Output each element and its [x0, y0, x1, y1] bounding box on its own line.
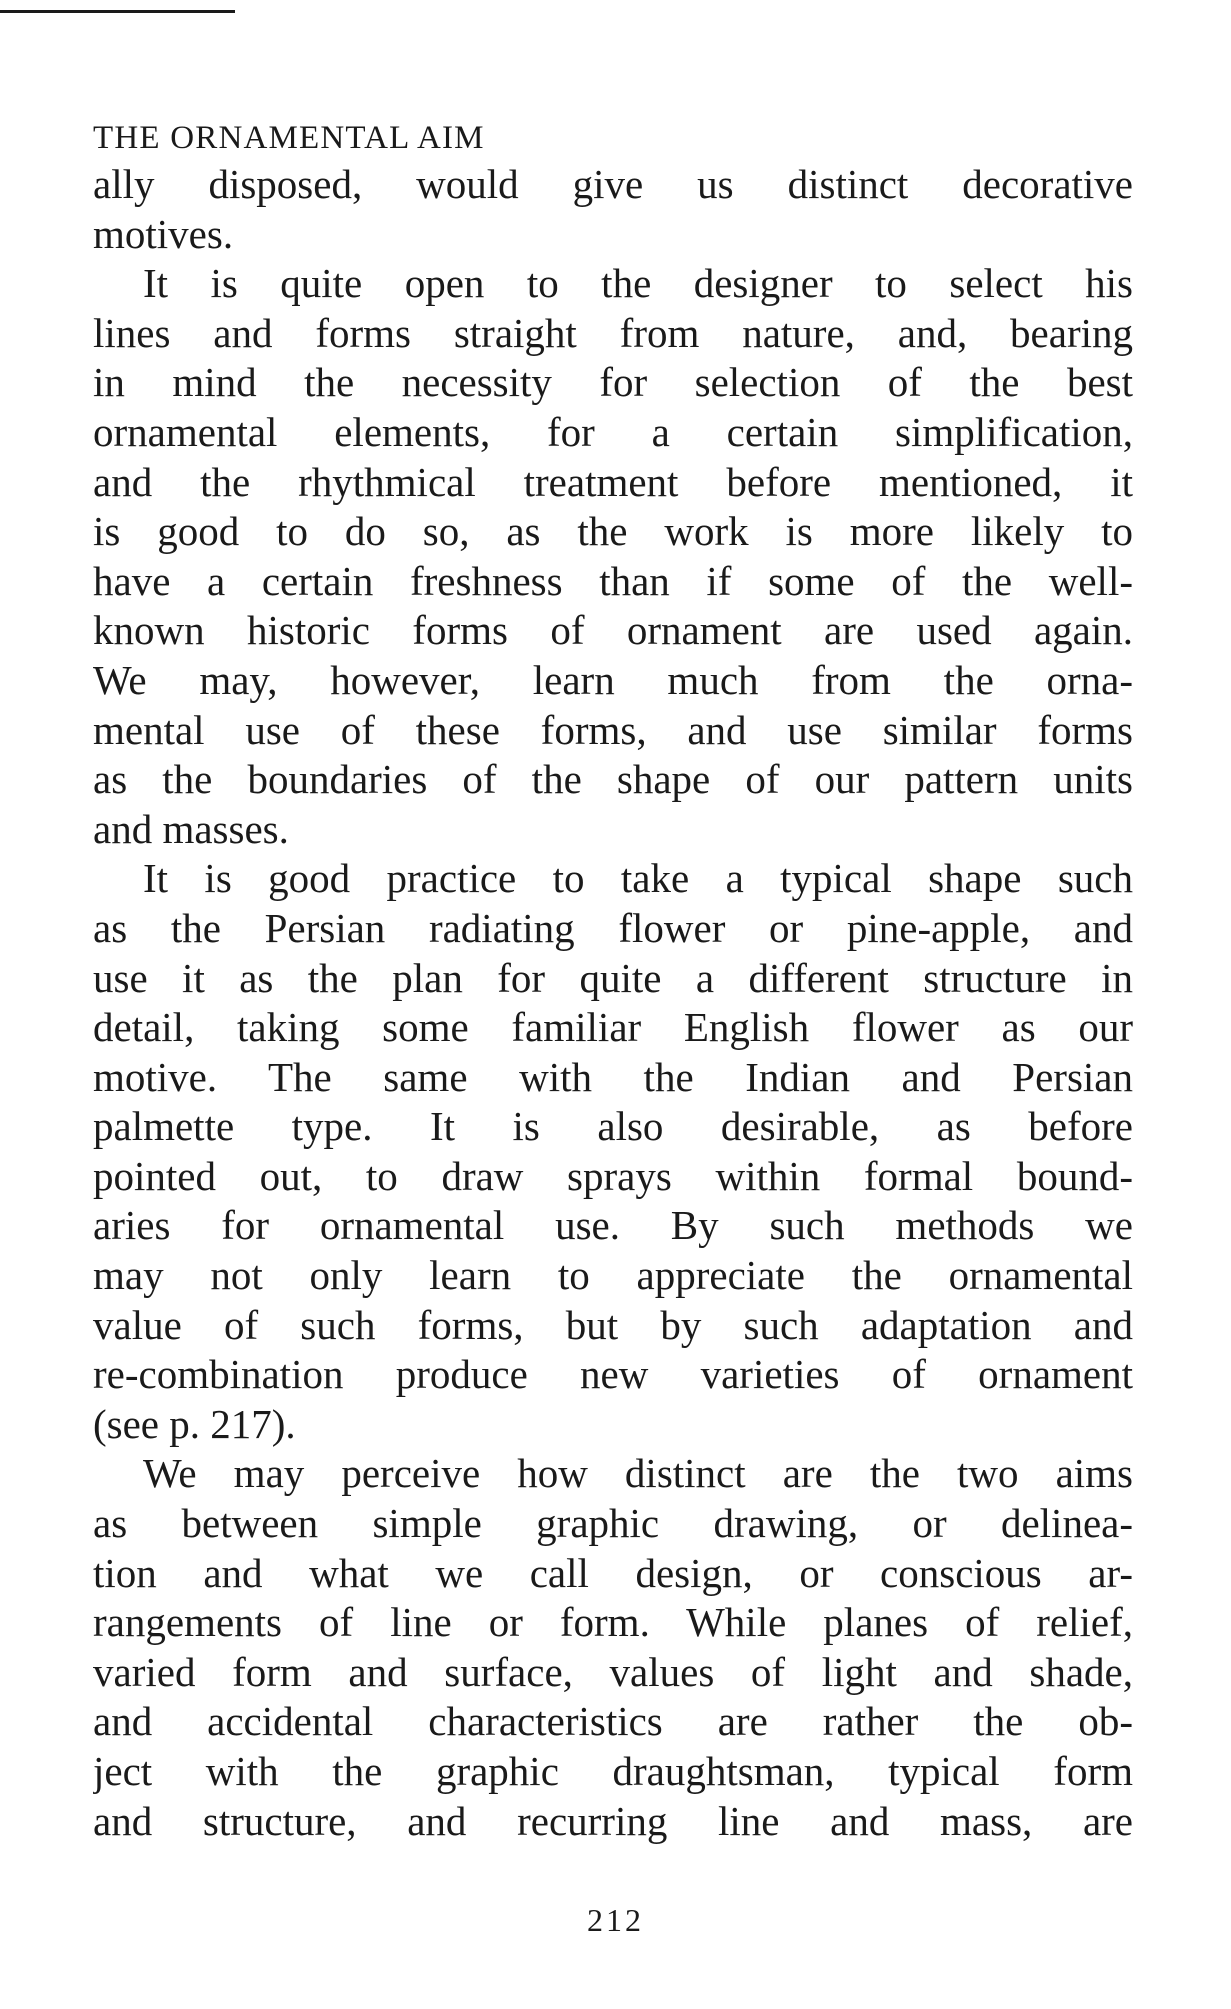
- text-line: may not only learn to appreciate the ornamental: [93, 1252, 1133, 1299]
- text-line: value of such forms, but by such adaptation and: [93, 1301, 1133, 1348]
- text-line: ject with the graphic draughtsman, typical form: [93, 1748, 1133, 1794]
- text-line: tion and what we call design, or conscious ar-: [93, 1549, 1133, 1596]
- text-line: is good to do so, as the work is more likely to: [93, 508, 1133, 555]
- body-text: [93, 160, 1133, 1846]
- text-line: varied form and surface, values of light and shade,: [93, 1648, 1133, 1695]
- running-head: THE ORNAMENTAL AIM: [93, 120, 485, 156]
- text-line: pointed out, to draw sprays within formal bound-: [93, 1152, 1133, 1199]
- text-line: have a certain freshness than if some of the well-: [93, 557, 1133, 604]
- text-line: and accidental characteristics are rather the ob-: [93, 1698, 1133, 1745]
- text-line: mental use of these forms, and use similar forms: [93, 706, 1133, 753]
- text-line: We may, however, learn much from the orna-: [93, 656, 1133, 703]
- text-line: use it as the plan for quite a different structure in: [93, 954, 1133, 1001]
- text-line: It is good practice to take a typical shape such: [143, 855, 1133, 902]
- text-line: aries for ornamental use. By such methods we: [93, 1202, 1133, 1249]
- text-line: rangements of line or form. While planes of relief,: [93, 1599, 1133, 1646]
- text-line: and masses.: [93, 805, 289, 852]
- text-line: We may perceive how distinct are the two aims: [143, 1450, 1133, 1497]
- text-line: as between simple graphic drawing, or delinea-: [93, 1500, 1133, 1547]
- text-line: re-combination produce new varieties of ornament: [93, 1351, 1133, 1398]
- top-rule: [0, 10, 235, 13]
- text-line: in mind the necessity for selection of the best: [93, 359, 1133, 406]
- text-line: detail, taking some familiar English flower as our: [93, 1004, 1133, 1051]
- text-line: motives.: [93, 210, 234, 257]
- text-line: as the boundaries of the shape of our pattern units: [93, 756, 1133, 803]
- text-line: It is quite open to the designer to select his: [143, 260, 1133, 307]
- text-line: and structure, and recurring line and mass, are: [93, 1797, 1133, 1844]
- text-line: and the rhythmical treatment before mentioned, it: [93, 458, 1133, 505]
- text-line: motive. The same with the Indian and Persian: [93, 1053, 1133, 1100]
- text-line: lines and forms straight from nature, and, bearing: [93, 309, 1133, 356]
- text-line: ornamental elements, for a certain simplification,: [93, 408, 1133, 455]
- text-line: (see p. 217).: [93, 1400, 296, 1447]
- text-line: as the Persian radiating flower or pine-apple, and: [93, 904, 1133, 951]
- text-line: palmette type. It is also desirable, as before: [93, 1103, 1133, 1150]
- text-line: ally disposed, would give us distinct decorative: [93, 161, 1133, 207]
- text-line: known historic forms of ornament are used again.: [93, 607, 1133, 654]
- page-number: 212: [587, 1902, 644, 1938]
